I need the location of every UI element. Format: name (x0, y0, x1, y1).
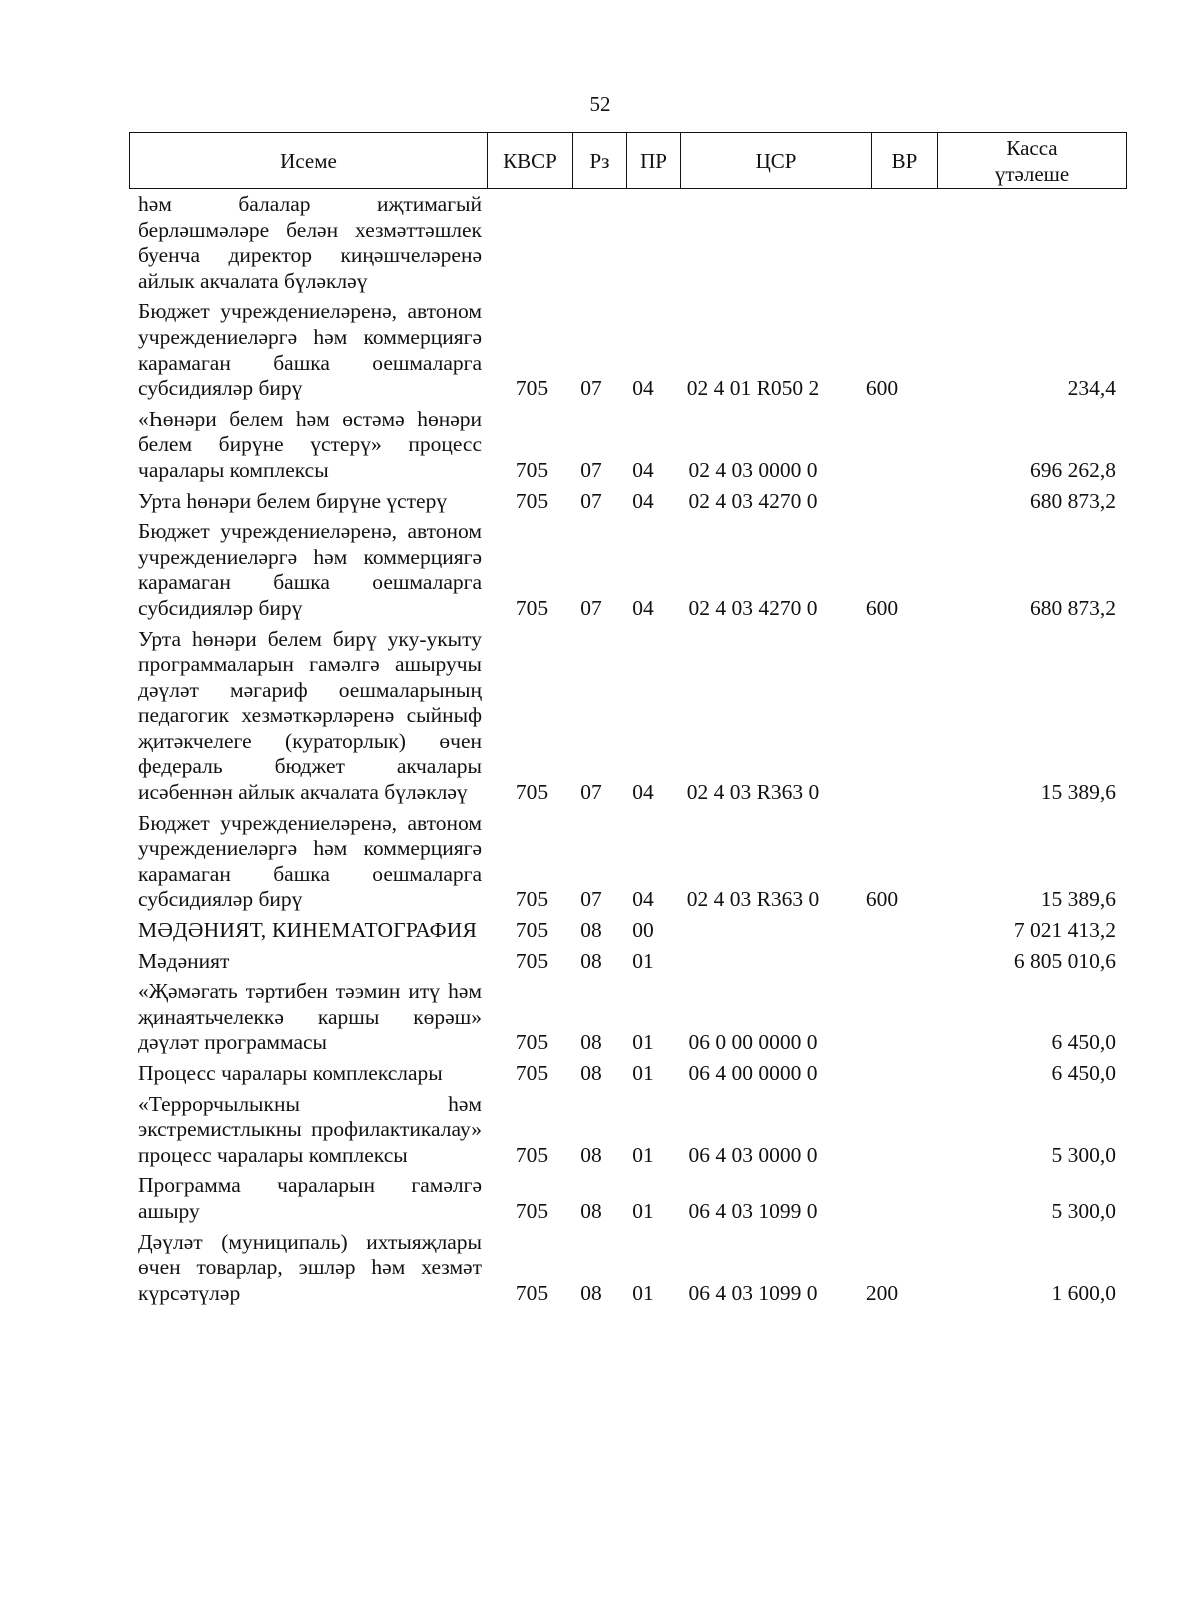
row-sum: 5 300,0 (1051, 1198, 1116, 1223)
table-row (138, 519, 1116, 621)
row-name: «Террорчылыкны һәм экстремистлыкны профилактикалау» процесс чаралары комплексы (138, 1091, 482, 1167)
row-csr: 02 4 03 4270 0 (688, 595, 818, 620)
row-pr: 01 (632, 1198, 654, 1223)
table-row (138, 811, 1116, 913)
row-sum: 234,4 (1067, 376, 1116, 401)
table-row (138, 1173, 1116, 1224)
row-name: Процесс чаралары комплекслары (138, 1061, 443, 1085)
row-vr: 200 (865, 1280, 899, 1305)
row-kvsr: 705 (515, 1061, 549, 1085)
row-pr: 01 (632, 948, 654, 973)
row-vr: 600 (865, 376, 899, 401)
row-kvsr: 705 (515, 887, 549, 912)
row-name: Мәдәният (138, 948, 230, 973)
row-rz: 07 (580, 887, 602, 912)
table-row (138, 192, 1116, 294)
row-rz: 08 (580, 1198, 602, 1223)
row-sum: 5 300,0 (1051, 1142, 1116, 1167)
row-rz: 08 (580, 1280, 602, 1305)
row-kvsr: 705 (515, 376, 549, 401)
table-row (138, 1061, 1116, 1087)
row-kvsr: 705 (515, 1030, 549, 1055)
header-name: Исеме (130, 133, 488, 188)
header-rz: Рз (573, 133, 627, 188)
row-rz: 07 (580, 488, 602, 513)
row-vr: 600 (865, 887, 899, 912)
row-pr: 01 (632, 1030, 654, 1055)
header-kassa (938, 133, 1126, 188)
header-kassa-line1: Касса (1006, 135, 1058, 160)
table-row (138, 1092, 1116, 1169)
table-row (138, 299, 1116, 401)
row-csr: 06 4 03 1099 0 (688, 1280, 818, 1305)
row-kvsr: 705 (515, 780, 549, 805)
row-pr: 04 (632, 780, 654, 805)
table-row (138, 627, 1116, 806)
row-rz: 08 (580, 948, 602, 973)
header-vr: ВР (872, 133, 938, 188)
table-row (138, 918, 1116, 944)
row-kvsr: 705 (515, 918, 549, 943)
row-rz: 08 (580, 918, 602, 943)
row-rz: 07 (580, 376, 602, 401)
row-rz: 08 (580, 1142, 602, 1167)
row-kvsr: 705 (515, 1280, 549, 1305)
row-csr: 02 4 03 R363 0 (686, 780, 820, 805)
row-name: Бюджет учреждениеләренә, автоном учреждениеләргә һәм коммерциягә карамаган башка оешмаларга субсидияләр бирү (138, 299, 482, 401)
row-csr: 02 4 03 R363 0 (686, 887, 820, 912)
row-rz: 07 (580, 595, 602, 620)
header-pr: ПР (627, 133, 681, 188)
row-sum: 696 262,8 (1030, 457, 1116, 482)
row-name: «Җәмәгать тәртибен тәэмин итү һәм җинаятьчелеккә каршы көрәш» дәүләт программасы (138, 979, 482, 1055)
row-pr: 04 (632, 887, 654, 912)
table-row (138, 407, 1116, 484)
row-pr: 04 (632, 595, 654, 620)
row-name: һәм балалар иҗтимагый берләшмәләре белән хезмәттәшлек буенча директор киңәшчеләренә айлык акчалата бүләкләү (138, 192, 482, 293)
row-csr: 06 4 00 0000 0 (688, 1061, 818, 1085)
row-name: Урта һөнәри белем бирү уку-укыту программаларын гамәлгә ашыручы дәүләт мәгариф оешмаларының педагогик хезмәткәрләренә сыйныф җитәкчелеге (кураторлык) өчен федераль бюджет акчалары исәбеннән айлык акчалата бүләкләү (138, 626, 482, 805)
row-name: Бюджет учреждениеләренә, автоном учреждениеләргә һәм коммерциягә карамаган башка оешмаларга субсидияләр бирү (138, 810, 482, 912)
table-body (138, 192, 1116, 1311)
row-pr: 04 (632, 457, 654, 482)
row-rz: 08 (580, 1061, 602, 1085)
row-sum: 680 873,2 (1030, 488, 1116, 513)
row-kvsr: 705 (515, 1198, 549, 1223)
row-rz: 08 (580, 1030, 602, 1055)
row-pr: 00 (632, 918, 654, 943)
row-csr: 06 0 00 0000 0 (688, 1030, 818, 1055)
row-name: «Һөнәри белем һәм өстәмә һөнәри белем бирүне үстерү» процесс чаралары комплексы (138, 406, 482, 482)
row-name: Урта һөнәри белем бирүне үстерү (138, 488, 448, 513)
row-pr: 01 (632, 1280, 654, 1305)
row-sum: 7 021 413,2 (1013, 918, 1116, 943)
row-sum: 6 805 010,6 (1013, 948, 1116, 973)
row-sum: 15 389,6 (1040, 780, 1116, 805)
table-row (138, 979, 1116, 1056)
row-name: МӘДӘНИЯТ, КИНЕМАТОГРАФИЯ (138, 918, 478, 943)
row-sum: 6 450,0 (1051, 1061, 1116, 1085)
row-sum: 1 600,0 (1051, 1280, 1116, 1305)
row-pr: 01 (632, 1142, 654, 1167)
row-csr: 02 4 01 R050 2 (686, 376, 820, 401)
row-kvsr: 705 (515, 488, 549, 513)
header-csr: ЦСР (681, 133, 872, 188)
row-name: Дәүләт (муниципаль) ихтыяҗлары өчен товарлар, эшләр һәм хезмәт күрсәтүләр (138, 1229, 482, 1305)
row-csr: 02 4 03 4270 0 (688, 488, 818, 513)
row-name: Программа чараларын гамәлгә ашыру (138, 1173, 482, 1223)
table-header (129, 132, 1127, 189)
row-csr: 06 4 03 0000 0 (688, 1142, 818, 1167)
row-rz: 07 (580, 457, 602, 482)
page-number: 52 (589, 92, 611, 116)
header-kassa-line2: үтәлеше (994, 161, 1070, 186)
row-vr: 600 (865, 595, 899, 620)
row-name: Бюджет учреждениеләренә, автоном учреждениеләргә һәм коммерциягә карамаган башка оешмаларга субсидияләр бирү (138, 519, 482, 620)
table-row (138, 1230, 1116, 1307)
row-kvsr: 705 (515, 948, 549, 973)
table-row (138, 489, 1116, 515)
row-sum: 680 873,2 (1030, 595, 1116, 620)
row-kvsr: 705 (515, 1142, 549, 1167)
row-kvsr: 705 (515, 457, 549, 482)
row-sum: 6 450,0 (1051, 1030, 1116, 1055)
row-pr: 04 (632, 376, 654, 401)
row-kvsr: 705 (515, 595, 549, 620)
row-pr: 01 (632, 1061, 654, 1085)
row-csr: 06 4 03 1099 0 (688, 1198, 818, 1223)
table-row (138, 949, 1116, 975)
row-sum: 15 389,6 (1040, 887, 1116, 912)
row-pr: 04 (632, 488, 654, 513)
row-csr: 02 4 03 0000 0 (688, 457, 818, 482)
row-rz: 07 (580, 780, 602, 805)
header-kvsr: КВСР (488, 133, 573, 188)
